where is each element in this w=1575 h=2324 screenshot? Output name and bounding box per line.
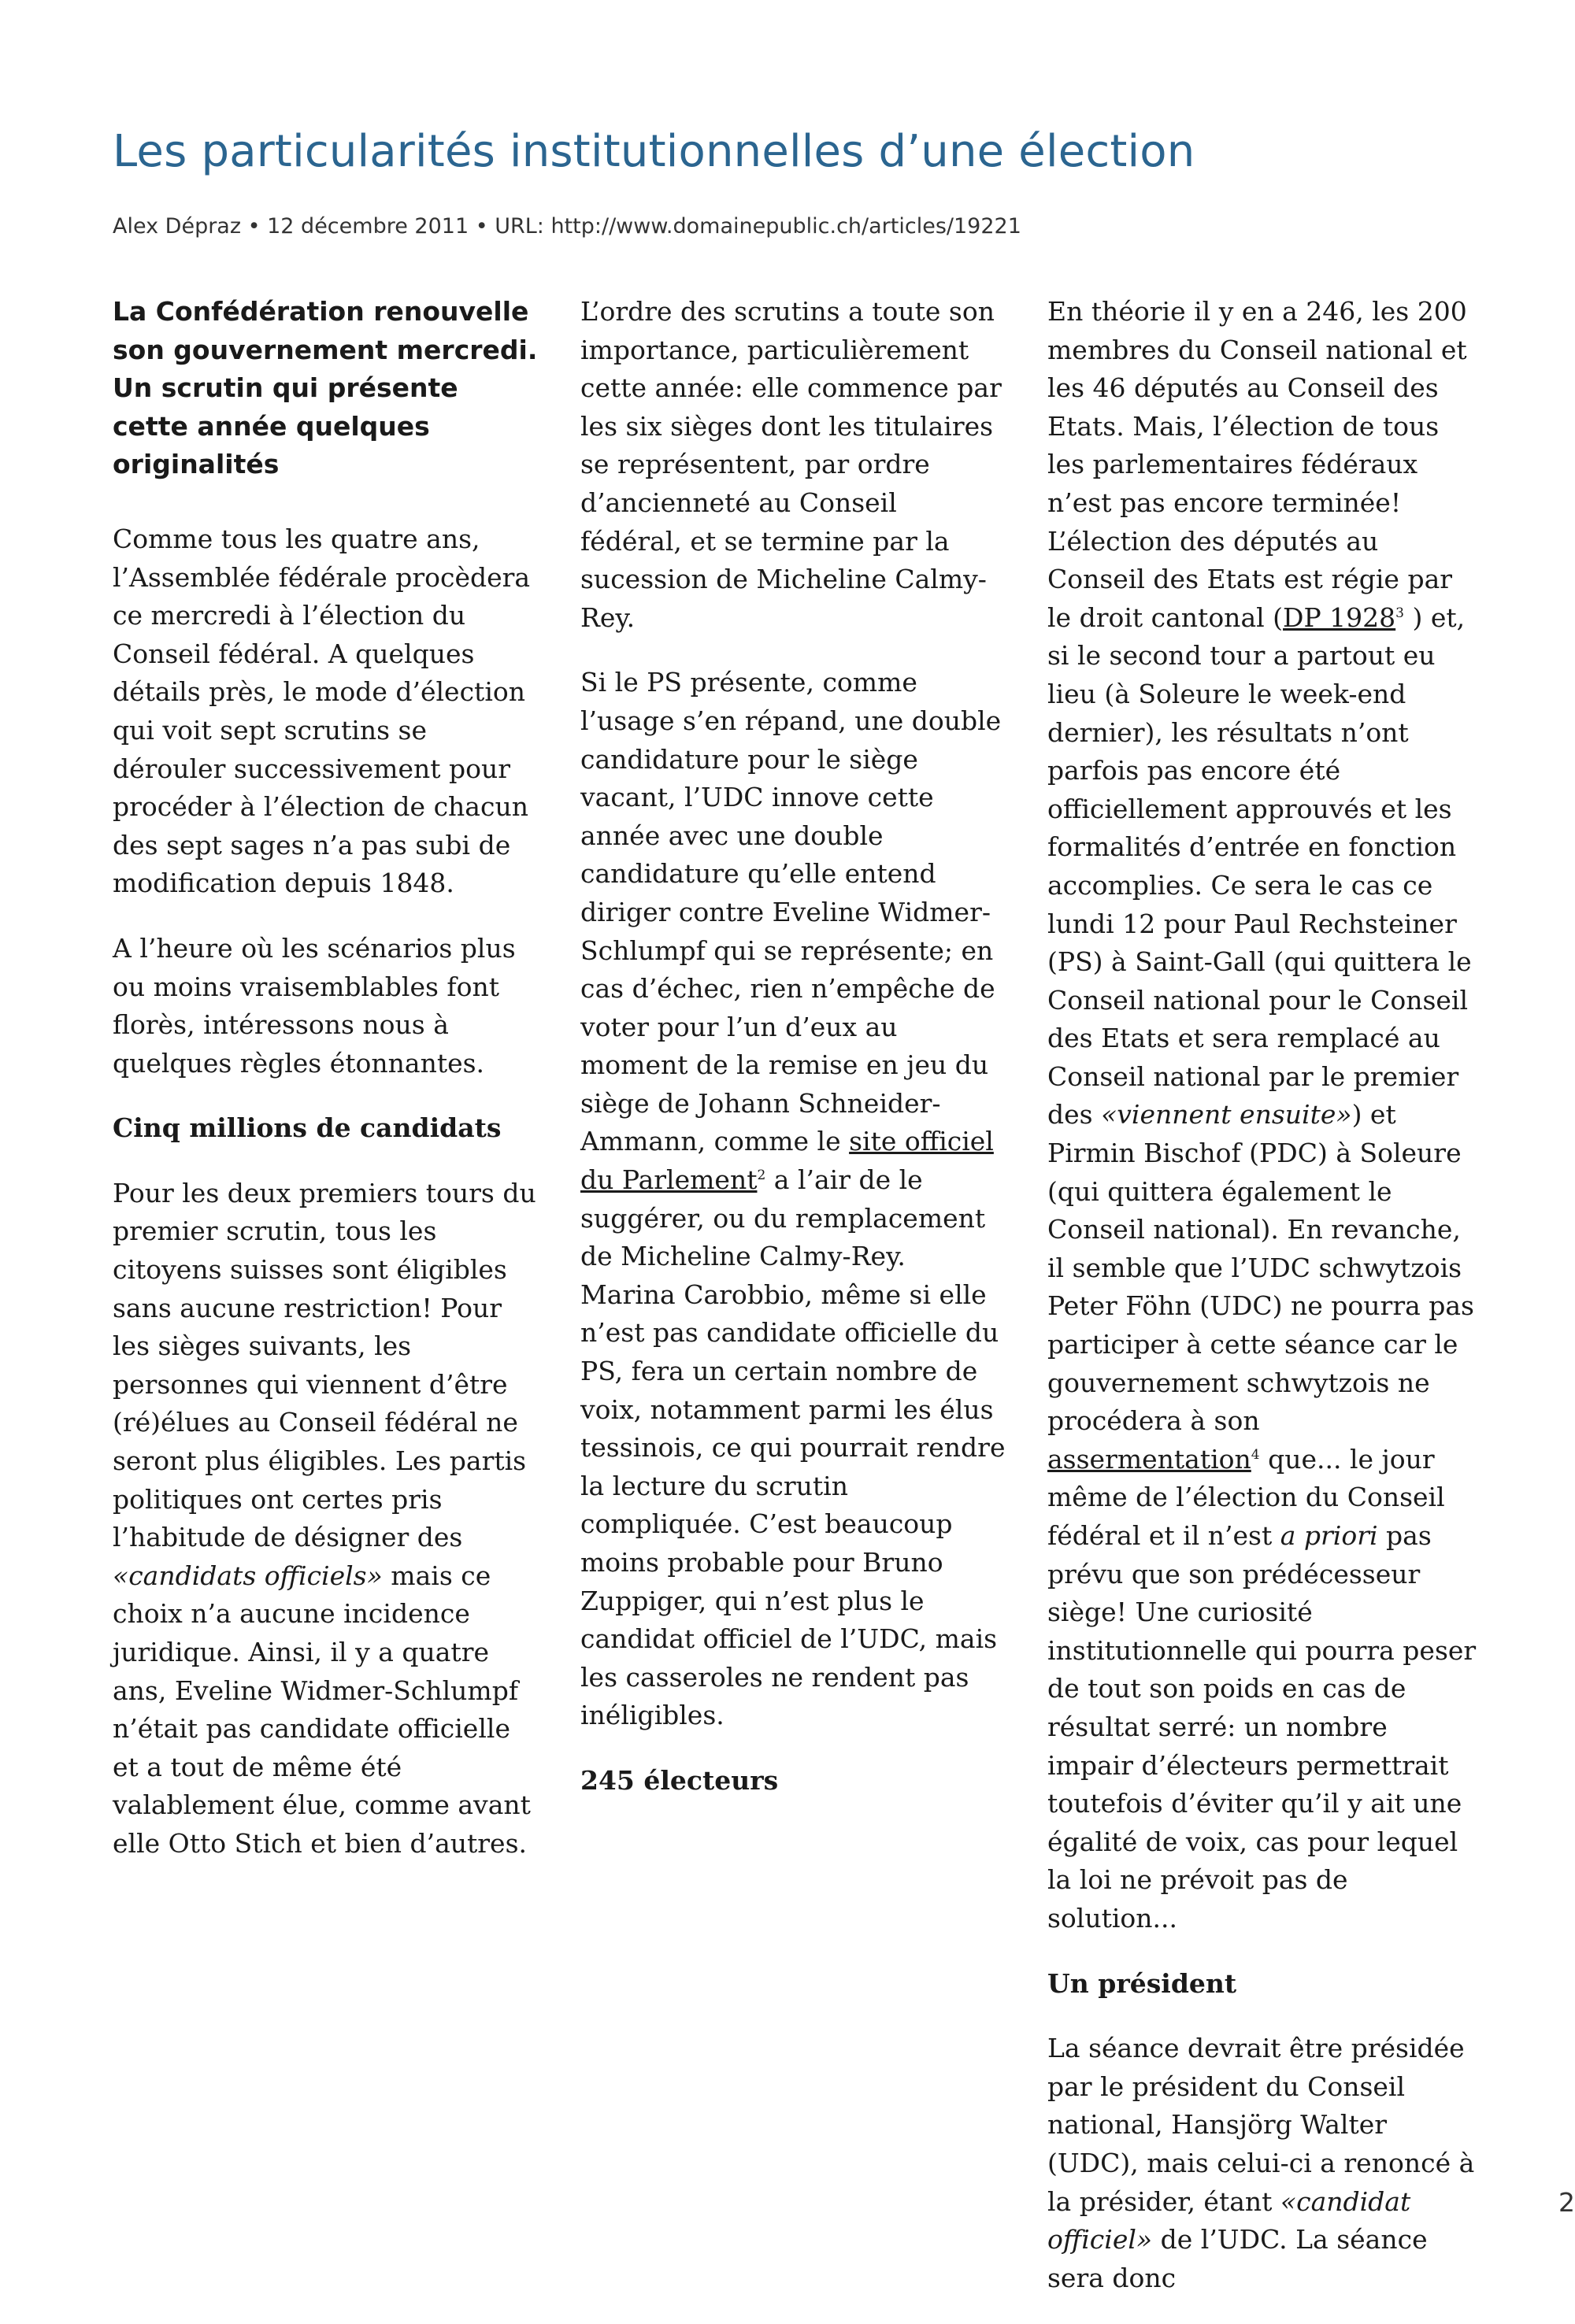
column-3: [1047, 293, 1477, 2324]
link-dp-1928[interactable]: DP 1928: [1283, 601, 1396, 633]
paragraph: Pour les deux premiers tours du premier scrutin, tous les citoyens suisses sont éligibles sans aucune restriction! Pour les sièges suivants, les personnes qui viennent d’être (ré)élues au Conseil fédéral ne seront plus éligibles. Les partis politiques ont certes pris l’habitude de désigner des «candidats officiels» mais ce choix n’a aucune incidence juridique. Ainsi, il y a quatre ans, Eveline Widmer-Schlumpf n’était pas candidate officielle et a tout de même été valablement élue, comme avant elle Otto Stich et bien d’autres.: [113, 1177, 536, 1859]
column-2: [580, 293, 1006, 1827]
article-byline: Alex Dépraz • 12 décembre 2011 • URL: http://www.domainepublic.ch/articles/19221: [113, 214, 1021, 239]
paragraph: Si le PS présente, comme l’usage s’en répand, une double candidature pour le siège vacant, l’UDC innove cette année avec une double candidature qu’elle entend diriger contre Eveline Widmer-Schlumpf qui se représente; en cas d’échec, rien n’empêche de voter pour l’un d’eux au moment de la remise en jeu du siège de Johann Schneider-Ammann, comme le site officiel du Parlement$^2$ a l’air de le suggérer, ou du remplacement de Micheline Calmy-Rey. Marina Carobbio, même si elle n’est pas candidate officielle du PS, fera un certain nombre de voix, notamment parmi les élus tessinois, ce qui pourrait rendre la lecture du scrutin compliquée. C’est beaucoup moins probable pour Bruno Zuppiger, qui n’est plus le candidat officiel de l’UDC, mais les casseroles ne rendent pas inéligibles.: [580, 667, 1006, 1731]
section-heading: 245 électeurs: [580, 1764, 779, 1796]
article-title: Les particularités institutionnelles d’une élection: [113, 126, 1195, 177]
paragraph: L’ordre des scrutins a toute son importance, particulièrement cette année: elle commence par les six sièges dont les titulaires se représentent, par ordre d’ancienneté au Conseil fédéral, et se termine par la sucession de Micheline Calmy-Rey.: [580, 296, 1002, 633]
section-heading: Un président: [1047, 1967, 1237, 1999]
page-number: 2: [1558, 2187, 1575, 2218]
link-assermentation[interactable]: assermentation: [1047, 1443, 1251, 1475]
column-1: [113, 293, 538, 1890]
section-heading: Cinq millions de candidats: [113, 1112, 502, 1144]
link-site-officiel[interactable]: site officiel du Parlement: [580, 1126, 994, 1196]
paragraph: En théorie il y en a 246, les 200 membres du Conseil national et les 46 députés au Conseil des Etats. Mais, l’élection de tous les parlementaires fédéraux n’est pas encore terminée! L’élection des députés au Conseil des Etats est régie par le droit cantonal (DP 1928$^3$ ) et, si le second tour a partout eu lieu (à Soleure le week-end dernier), les résultats n’ont parfois pas encore été officiellement approuvés et les formalités d’entrée en fonction accomplies. Ce sera le cas ce lundi 12 pour Paul Rechsteiner (PS) à Saint-Gall (qui quittera le Conseil national pour le Conseil des Etats et sera remplacé au Conseil national par le premier des «viennent ensuite») et Pirmin Bischof (PDC) à Soleure (qui quittera également le Conseil national). En revanche, il semble que l’UDC schwytzois Peter Föhn (UDC) ne pourra pas participer à cette séance car le gouvernement schwytzois ne procédera à son assermentation$^4$ que... le jour même de l’élection du Conseil fédéral et il n’est a priori pas prévu que son prédécesseur siège! Une curiosité institutionnelle qui pourra peser de tout son poids en cas de résultat serré: un nombre impair d’électeurs permettrait toutefois d’éviter qu’il y ait une égalité de voix, cas pour lequel la loi ne prévoit pas de solution...: [1047, 296, 1477, 1934]
paragraph: A l’heure où les scénarios plus ou moins vraisemblables font florès, intéressons nous à quelques règles étonnantes.: [113, 932, 516, 1079]
article-lead: La Confédération renouvelle son gouvernement mercredi. Un scrutin qui présente cette année quelques originalités: [113, 296, 538, 480]
paragraph: La séance devrait être présidée par le président du Conseil national, Hansjörg Walter (UDC), mais celui-ci a renoncé à la présider, étant «candidat officiel» de l’UDC. La séance sera donc: [1047, 2033, 1475, 2293]
paragraph: Comme tous les quatre ans, l’Assemblée fédérale procèdera ce mercredi à l’élection du Conseil fédéral. A quelques détails près, le mode d’élection qui voit sept scrutins se dérouler successivement pour procéder à l’élection de chacun des sept sages n’a pas subi de modification depuis 1848.: [113, 523, 531, 899]
